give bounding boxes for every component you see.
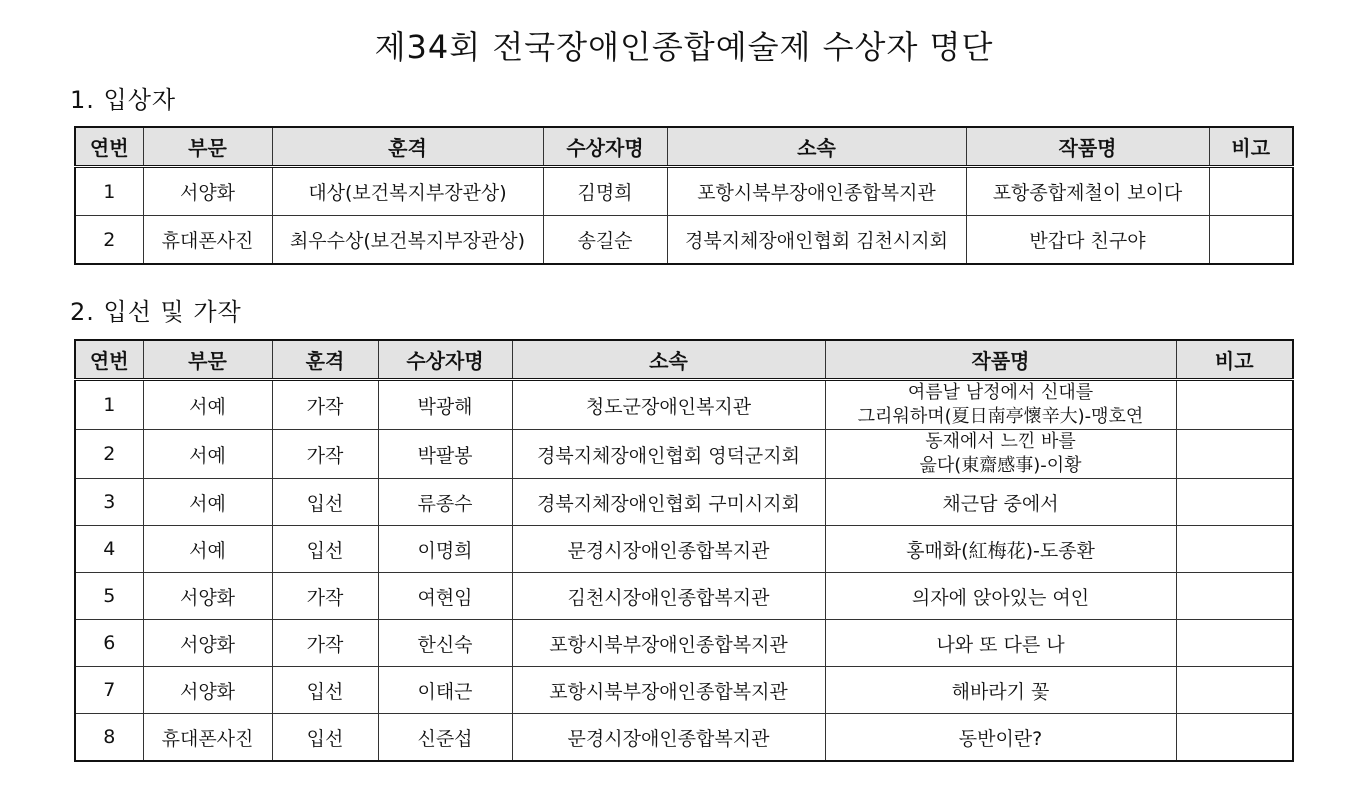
- header-affiliation: 소속: [667, 127, 966, 167]
- cell-affiliation: 경북지체장애인협회 구미시지회: [512, 479, 825, 526]
- cell-award: 가작: [272, 620, 378, 667]
- cell-winner-name: 송길순: [543, 216, 667, 265]
- cell-winner-name: 박팔봉: [378, 430, 512, 479]
- work-title-line-1: 여름날 남정에서 신대를: [907, 382, 1094, 403]
- cell-no: 1: [75, 167, 143, 216]
- cell-no: 7: [75, 667, 143, 714]
- table-row: [75, 380, 1293, 430]
- header-no: 연번: [75, 127, 143, 167]
- table-row: [75, 479, 1293, 526]
- header-category: 부문: [143, 127, 272, 167]
- cell-category: 서예: [143, 430, 272, 479]
- cell-affiliation: 문경시장애인종합복지관: [512, 526, 825, 573]
- cell-no: 2: [75, 430, 143, 479]
- cell-work-title: [825, 380, 1176, 430]
- table-row: [75, 573, 1293, 620]
- cell-remarks: [1176, 714, 1293, 762]
- cell-remarks: [1176, 526, 1293, 573]
- cell-winner-name: 신준섭: [378, 714, 512, 762]
- cell-work-title: 반갑다 친구야: [966, 216, 1209, 265]
- cell-category: 서예: [143, 526, 272, 573]
- cell-award: 가작: [272, 380, 378, 430]
- cell-affiliation: 포항시북부장애인종합복지관: [512, 620, 825, 667]
- header-category: 부문: [143, 340, 272, 380]
- header-winner-name: 수상자명: [543, 127, 667, 167]
- work-title-line-2: 그리워하며(夏日南亭懷辛大)-맹호연: [857, 406, 1144, 427]
- table-row: [75, 714, 1293, 762]
- cell-category: 서양화: [143, 573, 272, 620]
- cell-category: 서양화: [143, 167, 272, 216]
- table-row: [75, 167, 1293, 216]
- cell-award: 가작: [272, 430, 378, 479]
- cell-winner-name: 이명희: [378, 526, 512, 573]
- cell-category: 휴대폰사진: [143, 714, 272, 762]
- cell-affiliation: 청도군장애인복지관: [512, 380, 825, 430]
- header-winner-name: 수상자명: [378, 340, 512, 380]
- cell-award: 대상(보건복지부장관상): [272, 167, 543, 216]
- cell-no: 1: [75, 380, 143, 430]
- table-row: [75, 620, 1293, 667]
- cell-work-title: 동반이란?: [825, 714, 1176, 762]
- cell-remarks: [1209, 216, 1293, 265]
- header-affiliation: 소속: [512, 340, 825, 380]
- cell-affiliation: 경북지체장애인협회 김천시지회: [667, 216, 966, 265]
- cell-award: 가작: [272, 573, 378, 620]
- header-award: 훈격: [272, 127, 543, 167]
- cell-category: 서양화: [143, 620, 272, 667]
- cell-work-title: 홍매화(紅梅花)-도종환: [825, 526, 1176, 573]
- cell-winner-name: 김명희: [543, 167, 667, 216]
- header-remarks: 비고: [1209, 127, 1293, 167]
- cell-winner-name: 박광해: [378, 380, 512, 430]
- cell-no: 6: [75, 620, 143, 667]
- cell-remarks: [1176, 380, 1293, 430]
- table-header-row: [75, 127, 1293, 167]
- cell-remarks: [1176, 479, 1293, 526]
- cell-award: 입선: [272, 526, 378, 573]
- cell-no: 5: [75, 573, 143, 620]
- cell-work-title: 나와 또 다른 나: [825, 620, 1176, 667]
- header-award: 훈격: [272, 340, 378, 380]
- cell-work-title: 의자에 앉아있는 여인: [825, 573, 1176, 620]
- cell-award: 입선: [272, 667, 378, 714]
- cell-no: 4: [75, 526, 143, 573]
- header-no: 연번: [75, 340, 143, 380]
- cell-award: 최우수상(보건복지부장관상): [272, 216, 543, 265]
- cell-affiliation: 포항시북부장애인종합복지관: [667, 167, 966, 216]
- cell-winner-name: 한신숙: [378, 620, 512, 667]
- header-remarks: 비고: [1176, 340, 1293, 380]
- cell-work-title: [825, 430, 1176, 479]
- cell-affiliation: 경북지체장애인협회 영덕군지회: [512, 430, 825, 479]
- cell-award: 입선: [272, 479, 378, 526]
- cell-affiliation: 문경시장애인종합복지관: [512, 714, 825, 762]
- cell-winner-name: 류종수: [378, 479, 512, 526]
- cell-winner-name: 여현임: [378, 573, 512, 620]
- cell-no: 8: [75, 714, 143, 762]
- cell-affiliation: 김천시장애인종합복지관: [512, 573, 825, 620]
- cell-remarks: [1176, 430, 1293, 479]
- cell-remarks: [1176, 573, 1293, 620]
- cell-winner-name: 이태근: [378, 667, 512, 714]
- cell-work-title: 채근담 중에서: [825, 479, 1176, 526]
- header-work-title: 작품명: [825, 340, 1176, 380]
- header-work-title: 작품명: [966, 127, 1209, 167]
- honorable-table: [74, 339, 1294, 762]
- cell-category: 서예: [143, 479, 272, 526]
- cell-no: 3: [75, 479, 143, 526]
- table-header-row: [75, 340, 1293, 380]
- table-row: [75, 667, 1293, 714]
- section-heading-honorable: 2. 입선 및 가작: [70, 298, 242, 326]
- cell-remarks: [1176, 667, 1293, 714]
- cell-award: 입선: [272, 714, 378, 762]
- cell-work-title: 포항종합제철이 보이다: [966, 167, 1209, 216]
- document-title: 제34회 전국장애인종합예술제 수상자 명단: [374, 28, 994, 66]
- work-title-line-1: 동재에서 느낀 바를: [925, 431, 1076, 452]
- cell-category: 서예: [143, 380, 272, 430]
- table-row: [75, 430, 1293, 479]
- table-row: [75, 216, 1293, 265]
- section-heading-winners: 1. 입상자: [70, 86, 177, 114]
- cell-work-title: 해바라기 꽃: [825, 667, 1176, 714]
- cell-category: 서양화: [143, 667, 272, 714]
- table-row: [75, 526, 1293, 573]
- cell-remarks: [1209, 167, 1293, 216]
- winners-table: [74, 126, 1294, 265]
- cell-category: 휴대폰사진: [143, 216, 272, 265]
- cell-remarks: [1176, 620, 1293, 667]
- cell-no: 2: [75, 216, 143, 265]
- work-title-line-2: 읊다(東齋感事)-이황: [919, 455, 1082, 476]
- cell-affiliation: 포항시북부장애인종합복지관: [512, 667, 825, 714]
